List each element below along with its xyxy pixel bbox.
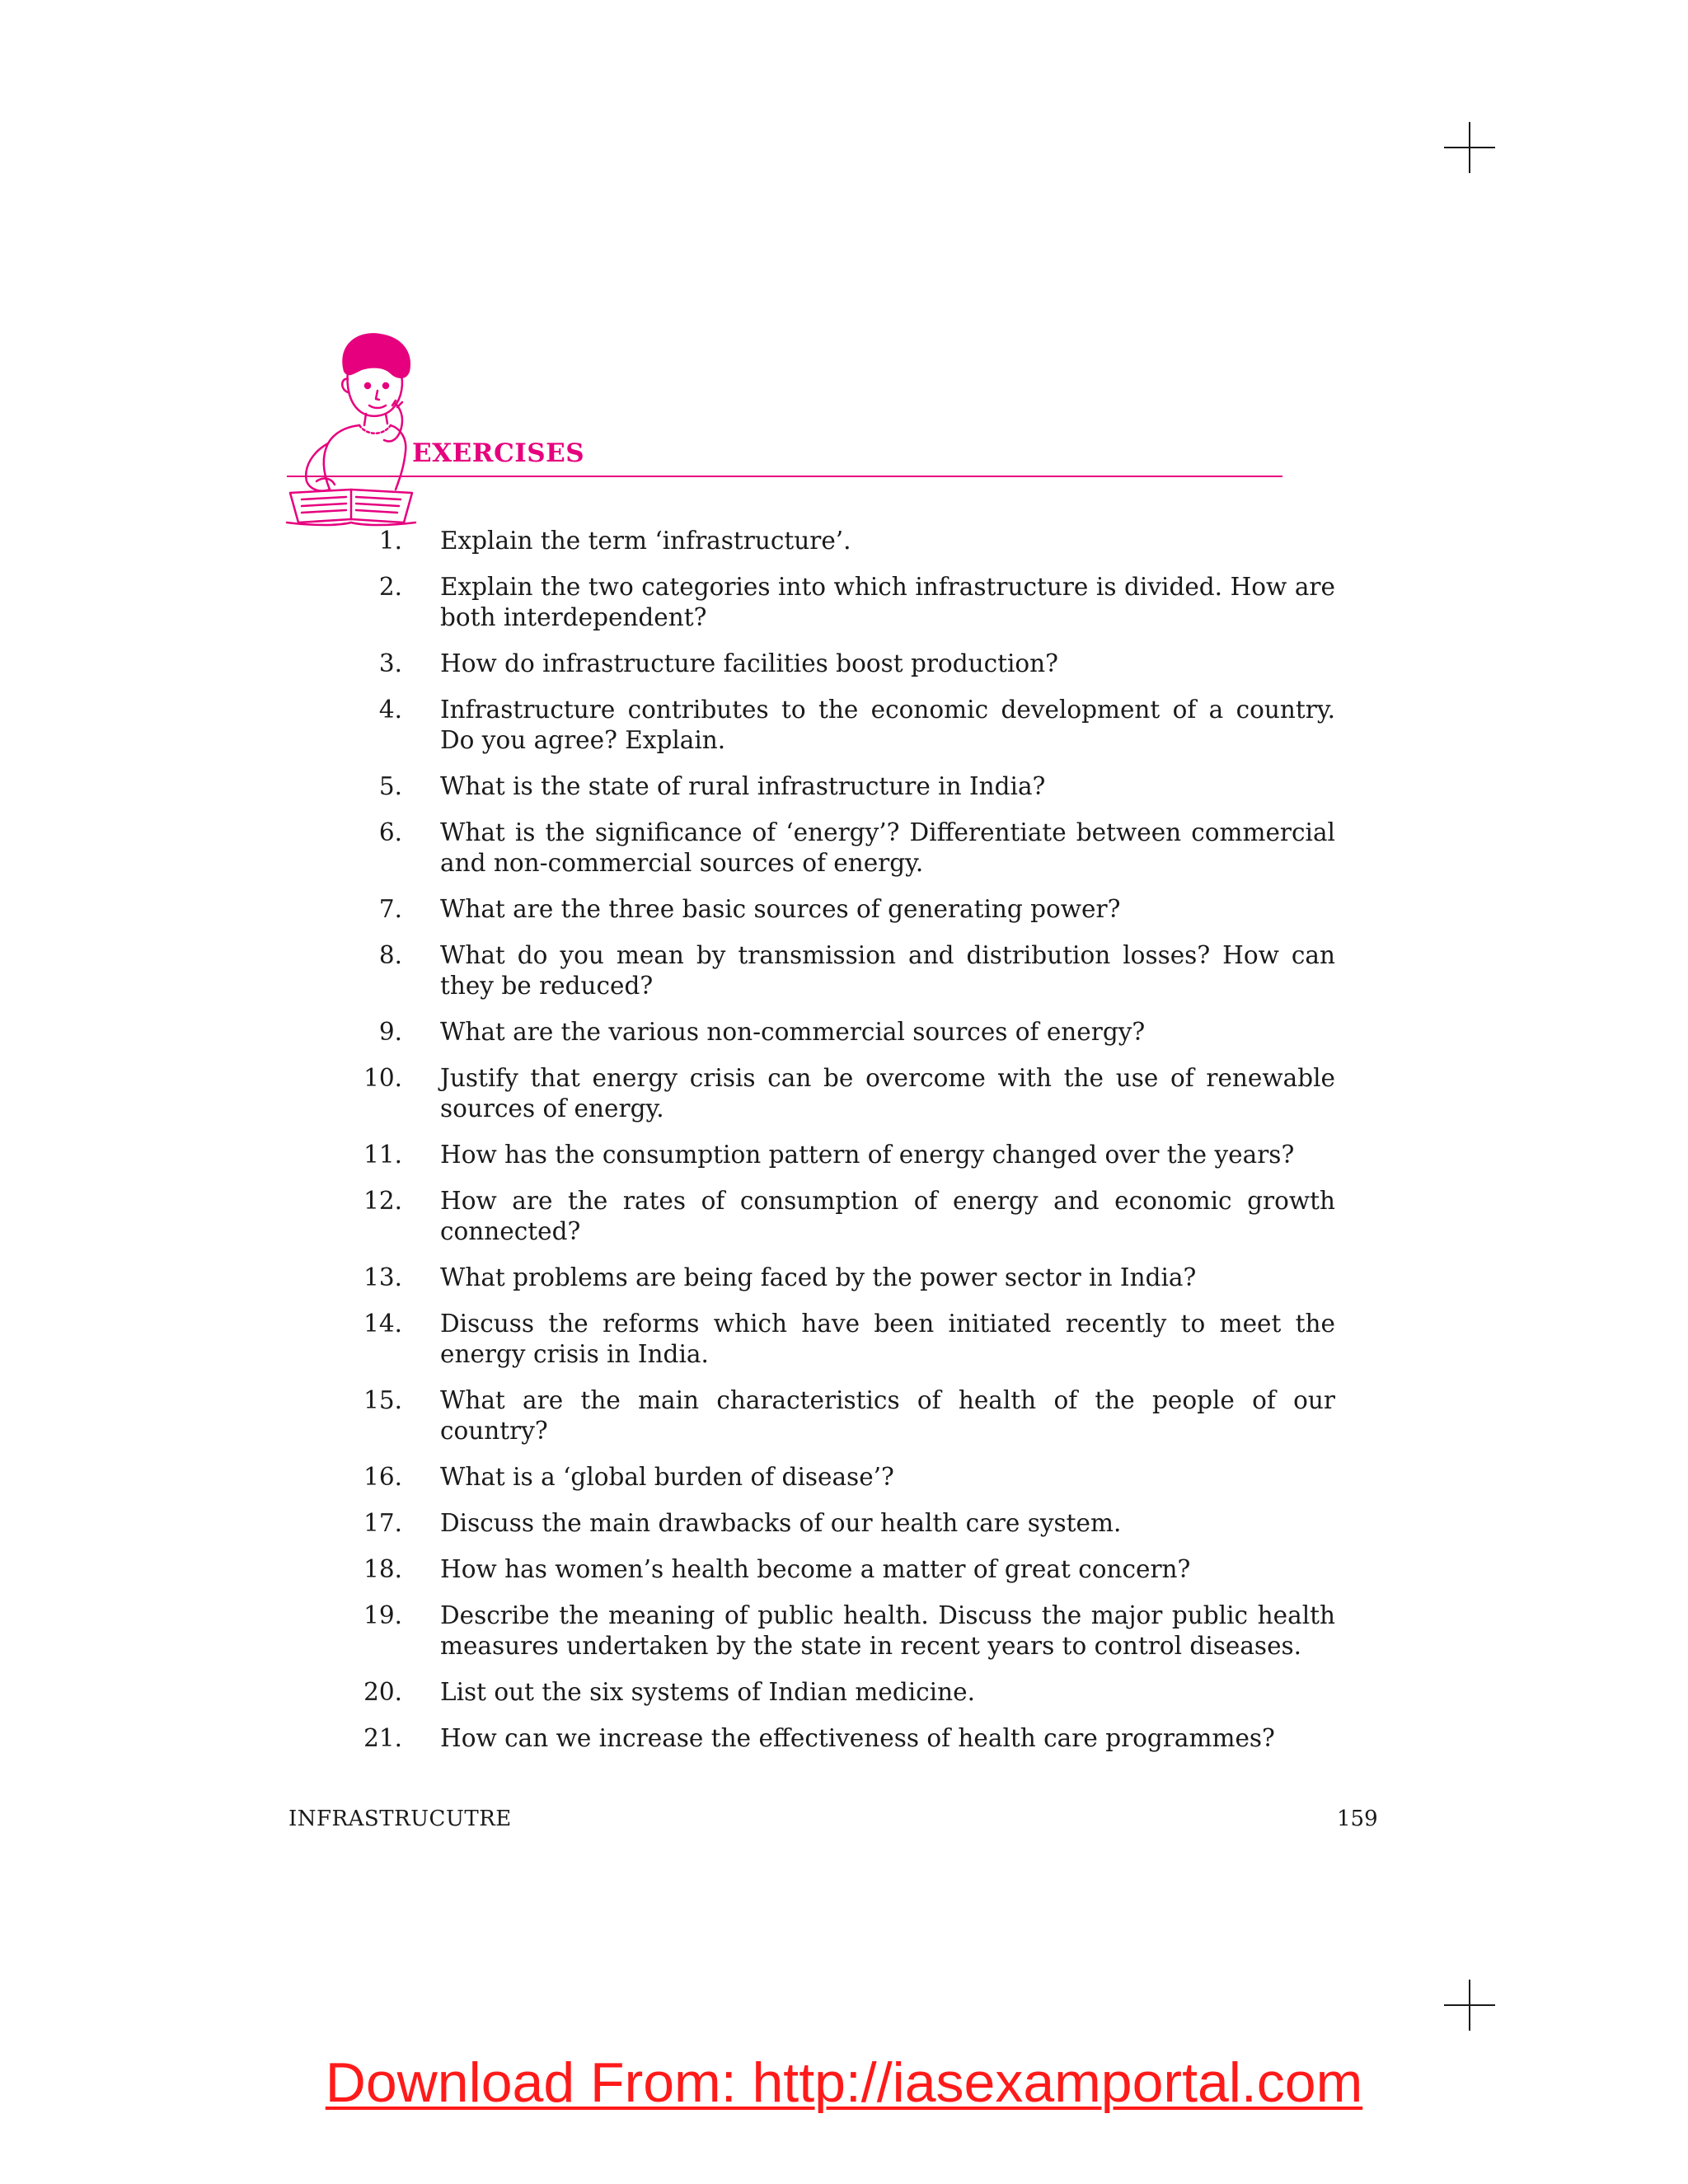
exercise-list <box>346 526 1335 1769</box>
question-item <box>346 1263 1335 1293</box>
question-number: 6. <box>378 818 402 846</box>
question-text: Discuss the reforms which have been initiated recently to meet the energy crisis in India. <box>440 1310 1335 1368</box>
question-text: Explain the term ‘infrastructure’. <box>440 527 851 555</box>
question-number: 19. <box>363 1601 402 1629</box>
question-text: How has women’s health become a matter of great concern? <box>440 1555 1191 1583</box>
question-item <box>346 818 1335 879</box>
question-number: 2. <box>378 573 402 601</box>
heading-rule <box>287 476 1282 477</box>
question-text: What are the main characteristics of health of the people of our country? <box>440 1386 1335 1445</box>
thinking-student-reading-icon <box>280 328 420 529</box>
question-number: 4. <box>378 696 402 724</box>
chapter-name: INFRASTRUCUTRE <box>288 1807 512 1831</box>
question-text: How has the consumption pattern of energy changed over the years? <box>440 1141 1295 1169</box>
question-item <box>346 771 1335 802</box>
question-item <box>346 572 1335 633</box>
question-text: What do you mean by transmission and distribution losses? How can they be reduced? <box>440 941 1335 1000</box>
question-text: What are the various non-commercial sources of energy? <box>440 1018 1146 1046</box>
question-number: 11. <box>363 1141 402 1169</box>
question-number: 21. <box>363 1724 402 1752</box>
question-item <box>346 1186 1335 1247</box>
question-text: Explain the two categories into which infrastructure is divided. How are both interdependent? <box>440 573 1335 631</box>
question-item <box>346 1385 1335 1446</box>
page-number: 159 <box>1337 1807 1378 1831</box>
question-text: Infrastructure contributes to the economic development of a country. Do you agree? Explain. <box>440 696 1335 754</box>
question-item <box>346 894 1335 925</box>
question-text: How can we increase the effectiveness of health care programmes? <box>440 1724 1275 1752</box>
question-item <box>346 1601 1335 1661</box>
question-number: 12. <box>363 1187 402 1215</box>
question-item <box>346 1723 1335 1754</box>
question-number: 8. <box>378 941 402 969</box>
crop-mark-icon <box>1444 122 1495 173</box>
question-number: 9. <box>378 1018 402 1046</box>
question-item <box>346 1309 1335 1370</box>
question-number: 7. <box>378 895 402 923</box>
question-text: List out the six systems of Indian medicine. <box>440 1678 975 1706</box>
question-text: How are the rates of consumption of energy and economic growth connected? <box>440 1187 1335 1245</box>
question-item <box>346 940 1335 1001</box>
question-text: What is the state of rural infrastructure in India? <box>440 772 1046 800</box>
question-number: 5. <box>378 772 402 800</box>
question-text: Justify that energy crisis can be overcome with the use of renewable sources of energy. <box>440 1064 1335 1122</box>
question-item <box>346 1017 1335 1047</box>
crop-mark-icon <box>1444 1980 1495 2031</box>
question-item <box>346 1677 1335 1708</box>
question-number: 20. <box>363 1678 402 1706</box>
question-number: 15. <box>363 1386 402 1414</box>
question-number: 14. <box>363 1310 402 1338</box>
question-item <box>346 1508 1335 1539</box>
question-item <box>346 1462 1335 1493</box>
question-number: 10. <box>363 1064 402 1092</box>
download-link[interactable]: Download From: http://iasexamportal.com <box>325 2051 1363 2114</box>
question-item <box>346 649 1335 679</box>
question-number: 13. <box>363 1263 402 1291</box>
question-item <box>346 1063 1335 1124</box>
question-number: 18. <box>363 1555 402 1583</box>
question-text: What is the significance of ‘energy’? Differentiate between commercial and non-commercial sources of energy. <box>440 818 1335 877</box>
question-item <box>346 695 1335 756</box>
question-number: 16. <box>363 1463 402 1491</box>
question-text: Describe the meaning of public health. Discuss the major public health measures undertaken by the state in recent years to control diseases. <box>440 1601 1335 1660</box>
question-text: How do infrastructure facilities boost production? <box>440 649 1058 677</box>
question-number: 3. <box>378 649 402 677</box>
question-text: What are the three basic sources of generating power? <box>440 895 1121 923</box>
question-item <box>346 1554 1335 1585</box>
section-heading: EXERCISES <box>412 438 585 468</box>
question-number: 17. <box>363 1509 402 1537</box>
question-item <box>346 526 1335 556</box>
question-number: 1. <box>378 527 402 555</box>
question-text: Discuss the main drawbacks of our health care system. <box>440 1509 1122 1537</box>
question-item <box>346 1140 1335 1170</box>
question-text: What problems are being faced by the power sector in India? <box>440 1263 1197 1291</box>
question-text: What is a ‘global burden of disease’? <box>440 1463 894 1491</box>
